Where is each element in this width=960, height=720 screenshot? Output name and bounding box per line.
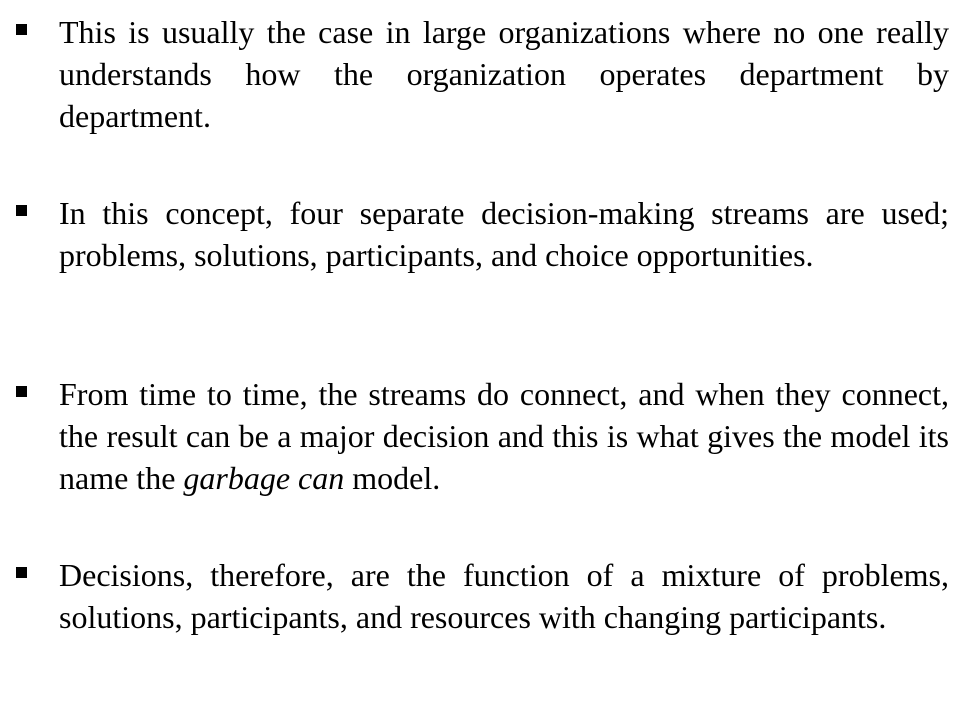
square-bullet-icon [16,386,27,397]
square-bullet-icon [16,24,27,35]
bullet-text-3-end: model. [344,460,441,496]
bullet-text-2: In this concept, four separate decision-making streams are used; problems, solutions, participants, and choice opportunities. [59,195,949,273]
bullet-text-3 [59,373,949,499]
bullet-text-3-start: From time to time, the streams do connect, and when they connect, the result can be a major decision and this is what gives the model its name the [59,376,949,496]
bullet-text-1: This is usually the case in large organizations where no one really understands how the organization operates department by department. [59,14,949,134]
bullet-text-4: Decisions, therefore, are the function of a mixture of problems, solutions, participants, and resources with changing participants. [59,557,949,635]
square-bullet-icon [16,567,27,578]
square-bullet-icon [16,205,27,216]
bullet-text-3-italic: garbage can [183,460,345,496]
